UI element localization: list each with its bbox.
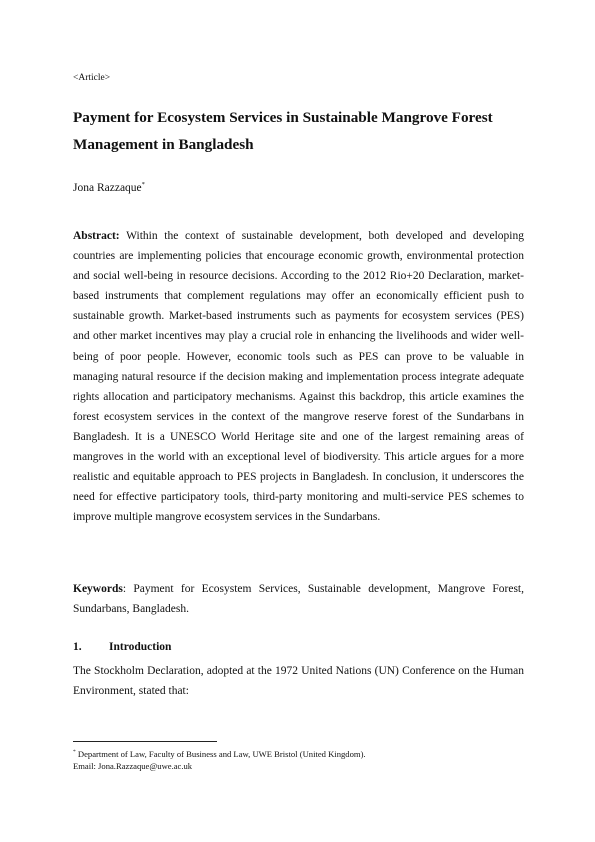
footnote-affiliation: Department of Law, Faculty of Business and Law, UWE Bristol (United Kingdom).	[77, 748, 366, 759]
footnote-divider	[73, 741, 217, 742]
intro-paragraph: The Stockholm Declaration, adopted at the 1972 United Nations (UN) Conference on the Human Environment, stated that:	[73, 665, 524, 698]
section-heading	[73, 641, 171, 653]
abstract-text: Within the context of sustainable development, both developed and developing countries are implementing policies that encourage economic growth, environmental protection and social well-being in resource decisions. According to the 2012 Rio+20 Declaration, market-based instruments that complement regulations may offer an economically efficient push to sustainable growth. Market-based instruments such as payments for ecosystem services (PES) and other market incentives may play a crucial role in enhancing the livelihoods and wider well-being of poor people. However, economic tools such as PES can prove to be valuable in managing natural resource if the decision making and implementation process integrate adequate rights allocation and participatory mechanisms. Against this backdrop, this article examines the forest ecosystem services in the context of the mangrove reserve forest of the Sundarbans in Bangladesh. It is a UNESCO World Heritage site and one of the largest remaining areas of mangroves in the world with an exceptional level of biodiversity. This article argues for a more realistic and equitable approach to PES projects in Bangladesh. In conclusion, it underscores the need for effective participatory tools, third-party monitoring and multi-service PES schemes to improve multiple mangrove ecosystem services in the Sundarbans.	[73, 230, 525, 524]
article-type-tag: <Article>	[73, 73, 111, 83]
author-footnote-mark[interactable]: *	[141, 181, 145, 188]
footnote-affiliation-line	[73, 746, 524, 760]
footnote	[73, 746, 524, 772]
abstract-label: Abstract:	[73, 230, 120, 242]
keywords-text: : Payment for Ecosystem Services, Sustainable development, Mangrove Forest, Sundarbans, Bangladesh.	[73, 583, 524, 616]
article-title: Payment for Ecosystem Services in Sustainable Mangrove Forest Management in Bangladesh	[73, 109, 493, 153]
author-name: Jona Razzaque	[73, 181, 142, 194]
author-line	[73, 181, 145, 194]
footnote-email: Email: Jona.Razzaque@uwe.ac.uk	[73, 761, 193, 772]
abstract-paragraph	[73, 226, 524, 527]
section-title: Introduction	[109, 641, 172, 653]
keywords-label: Keywords	[73, 583, 123, 595]
keywords-paragraph	[73, 579, 524, 619]
footnote-mark: *	[73, 749, 76, 755]
section-number: 1.	[73, 641, 82, 653]
